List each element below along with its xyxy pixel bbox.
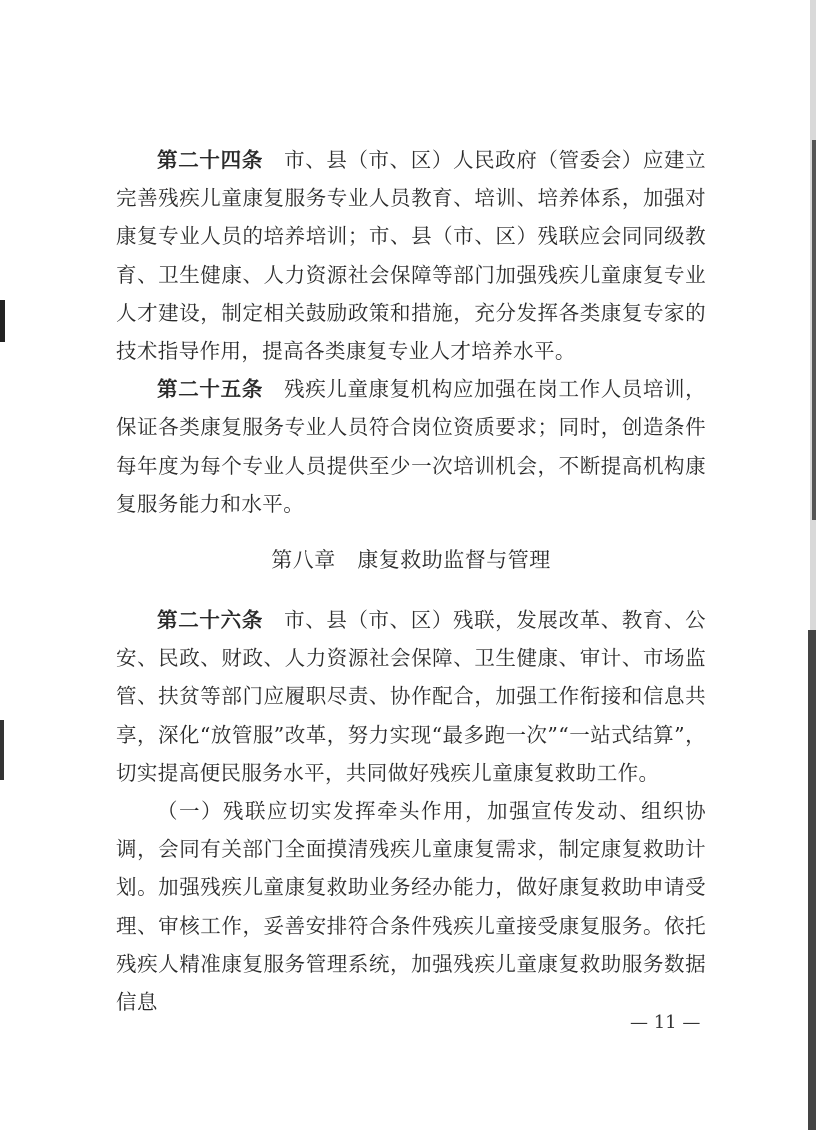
article-number: 第二十四条 [157,148,264,172]
article-text: 市、县（市、区）人民政府（管委会）应建立完善残疾儿童康复服务专业人员教育、培训、培养体系，加强对康复专业人员的培养培训；市、县（市、区）残联应会同同级教育、卫生健康、人力资源社会保障等部门加强残疾儿童康复专业人才建设，制定相关鼓励政策和措施，充分发挥各类康复专家的技术指导作用，提高各类康复专业人才培养水平。 [116,148,707,364]
scan-shadow [0,300,5,342]
article-26-item-1 [116,792,706,1021]
item-text: （一）残联应切实发挥牵头作用，加强宣传发动、组织协调，会同有关部门全面摸清残疾儿童康复需求，制定康复救助计划。加强残疾儿童康复救助业务经办能力，做好康复救助申请受理、审核工作，妥善安排符合条件残疾儿童接受康复服务。依托残疾人精准康复服务管理系统，加强残疾儿童康复救助服务数据信息 [116,799,706,1015]
article-24 [116,141,706,370]
scan-shadow [0,720,4,780]
page-number: — 11 — [630,1012,701,1033]
chapter-title: 第八章 康复救助监督与管理 [271,548,551,573]
article-number: 第二十五条 [157,377,264,402]
article-text: 市、县（市、区）残联，发展改革、教育、公安、民政、财政、人力资源社会保障、卫生健康、审计、市场监管、扶贫等部门应履职尽责、协作配合，加强工作衔接和信息共享，深化“放管服”改革，努力实现“最多跑一次”“一站式结算”，切实提高便民服务水平，共同做好残疾儿童康复救助工作。 [116,608,707,785]
article-number: 第二十六条 [157,608,264,633]
document-body [116,141,706,1021]
scan-shadow [812,140,816,520]
scan-shadow [808,630,816,1130]
article-26 [116,601,706,792]
article-text: 残疾儿童康复机构应加强在岗工作人员培训，保证各类康复服务专业人员符合岗位资质要求；同时，创造条件每年度为每个专业人员提供至少一次培训机会，不断提高机构康复服务能力和水平。 [116,377,707,516]
article-25 [116,370,706,523]
